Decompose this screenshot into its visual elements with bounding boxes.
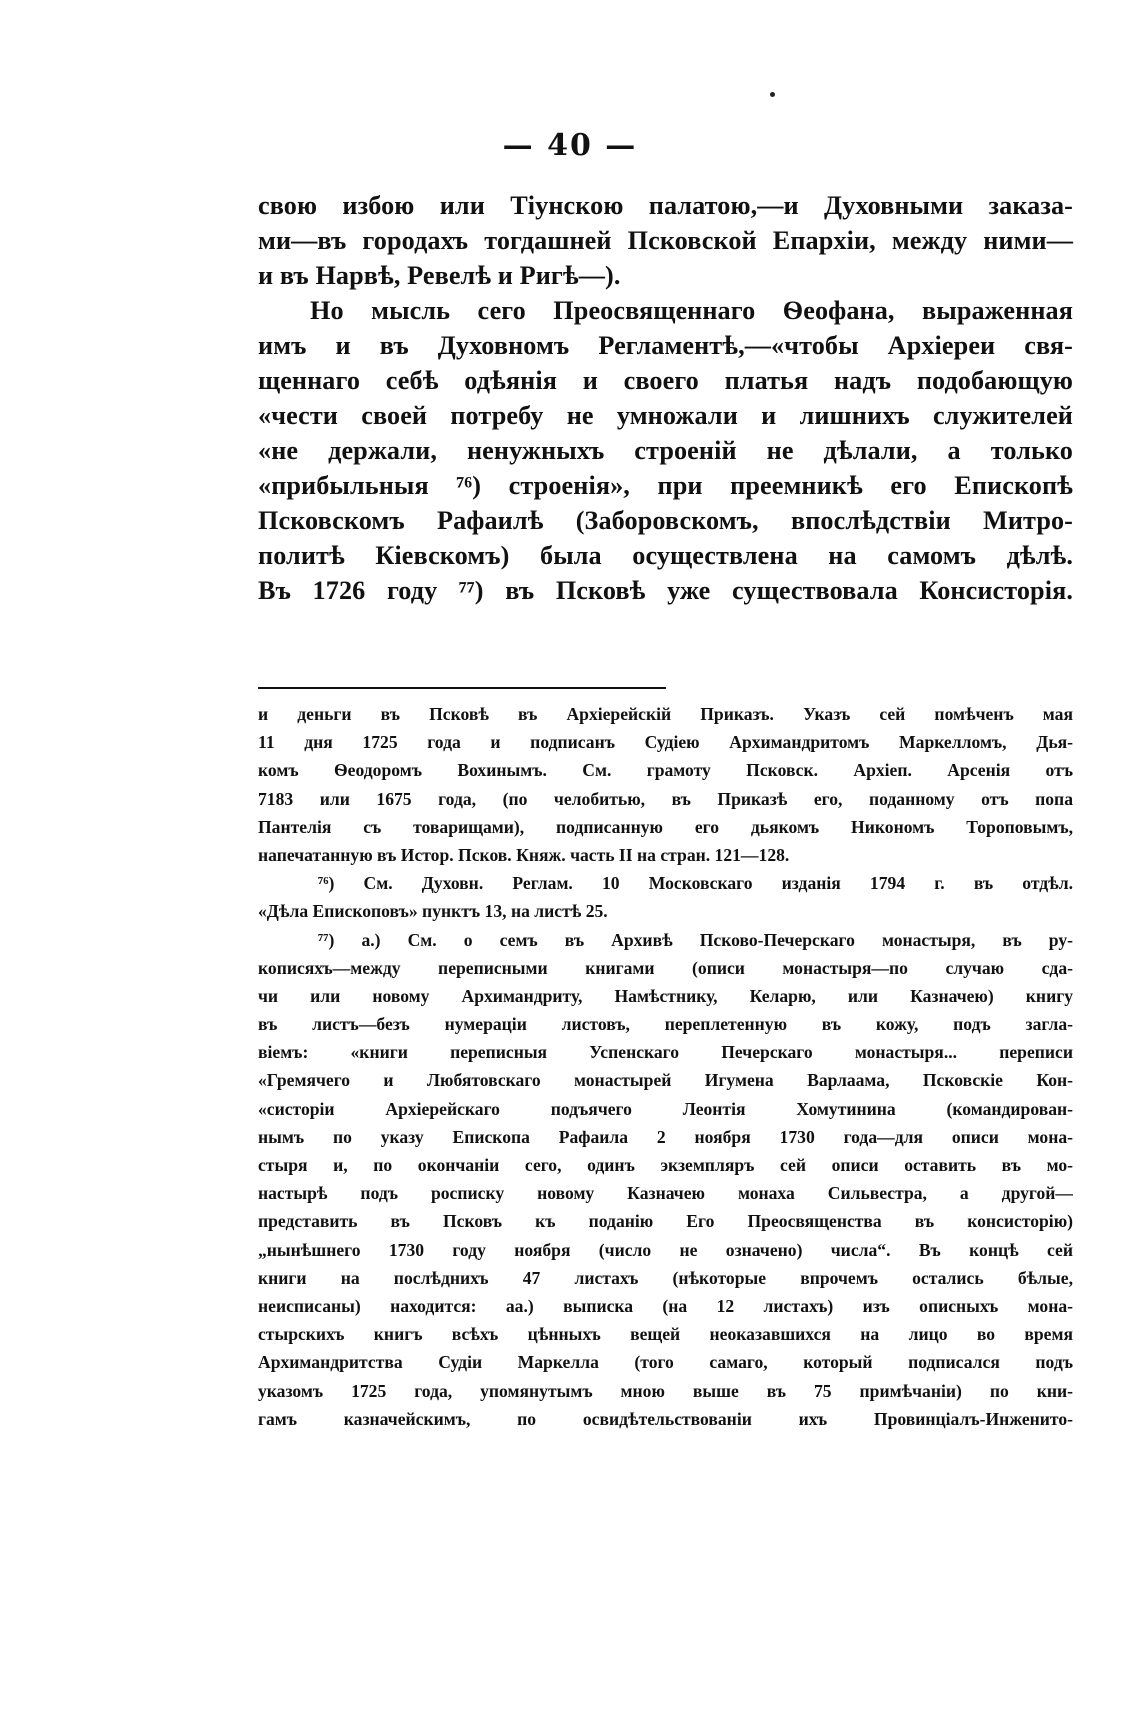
main-line: политѣ Кіевскомъ) была осуществлена на самомъ дѣлѣ. xyxy=(258,541,1073,570)
footnote-line: указомъ 1725 года, упомянутымъ мною выше въ 75 примѣчаніи) по кни- xyxy=(258,1380,1073,1401)
main-text xyxy=(258,188,1073,608)
main-line: «не держали, ненужныхъ строеній не дѣлали, а только xyxy=(258,436,1073,465)
footnote-line: книги на послѣднихъ 47 листахъ (нѣкоторые впрочемъ остались бѣлые, xyxy=(258,1267,1073,1288)
footnote-line: гамъ казначейскимъ, по освидѣтельствованіи ихъ Провинціалъ-Инженито- xyxy=(258,1408,1073,1429)
main-line: и въ Нарвѣ, Ревелѣ и Ригѣ—). xyxy=(258,261,621,290)
footnote-line: Пантелія съ товарищами), подписанную его дьякомъ Никономъ Тороповымъ, xyxy=(258,816,1073,837)
footnote-line: 11 дня 1725 года и подписанъ Судіею Архимандритомъ Маркелломъ, Дья- xyxy=(258,732,1073,753)
footnote-line: настырѣ подъ росписку новому Казначею монаха Сильвестра, а другой— xyxy=(258,1183,1073,1204)
footnote-line: нымъ по указу Епископа Рафаила 2 ноября 1730 года—для описи мона- xyxy=(258,1126,1073,1147)
footnote-line: стырскихъ книгъ всѣхъ цѣнныхъ вещей неоказавшихся на лицо во время xyxy=(258,1324,1073,1345)
footnote-line: «Гремячего и Любятовскаго монастырей Игумена Варлаама, Псковскіе Кон- xyxy=(258,1070,1073,1091)
main-line: ми—въ городахъ тогдашней Псковской Епархіи, между ними— xyxy=(258,226,1073,255)
footnote-line: представить въ Псковъ къ поданію Его Преосвященства въ консисторію) xyxy=(258,1211,1073,1232)
main-line: Въ 1726 году ⁷⁷) въ Псковѣ уже существовала Консисторія. xyxy=(258,576,1073,605)
footnotes xyxy=(258,700,1073,1433)
footnote-line: кописяхъ—между переписными книгами (описи монастыря—по случаю сда- xyxy=(258,957,1073,978)
main-line: имъ и въ Духовномъ Регламентѣ,—«чтобы Архіереи свя- xyxy=(258,331,1073,360)
main-line: свою избою или Тіунскою палатою,—и Духовными заказа- xyxy=(258,191,1073,220)
footnote-76: ⁷⁶) См. Духовн. Реглам. 10 Московскаго изданія 1794 г. въ отдѣл. xyxy=(318,873,1073,894)
main-line: «чести своей потребу не умножали и лишнихъ служителей xyxy=(258,401,1073,430)
footnote-line: Архимандритства Судіи Маркелла (того самаго, который подписался подъ xyxy=(258,1352,1073,1373)
footnote-line: стыря и, по окончаніи сего, одинъ экземпляръ сей описи оставить въ мо- xyxy=(258,1155,1073,1175)
main-line: «прибыльныя ⁷⁶) строенія», при преемникѣ его Епископѣ xyxy=(258,471,1073,500)
footnote-line: «систоріи Архіерейскаго подъячего Леонтія Хомутинина (командирован- xyxy=(258,1098,1073,1119)
footnote-77: ⁷⁷) а.) См. о семъ въ Архивѣ Псково-Печерскаго монастыря, въ ру- xyxy=(318,929,1073,950)
footnote-line: «Дѣла Епископовъ» пунктъ 13, на листѣ 25. xyxy=(258,901,608,922)
footnote-line: 7183 или 1675 года, (по челобитью, въ Приказѣ его, поданному отъ попа xyxy=(258,788,1073,809)
footnote-line: неисписаны) находится: аа.) выписка (на 12 листахъ) изъ описныхъ мона- xyxy=(258,1295,1073,1316)
page-number: — 40 — xyxy=(502,128,638,163)
footnote-line: чи или новому Архимандриту, Намѣстнику, Келарю, или Казначею) книгу xyxy=(258,985,1073,1006)
main-line: Но мысль сего Преосвященнаго Ѳеофана, выраженная xyxy=(310,296,1073,325)
main-line: Псковскомъ Рафаилѣ (Заборовскомъ, впослѣдствіи Митро- xyxy=(258,506,1073,535)
footnote-line: комъ Ѳеодоромъ Вохинымъ. См. грамоту Псковск. Архіеп. Арсенія отъ xyxy=(258,760,1073,781)
footnote-line: віемъ: «книги переписныя Успенскаго Печерскаго монастыря... переписи xyxy=(258,1042,1073,1063)
footnote-separator xyxy=(258,687,666,689)
footnote-line: въ листъ—безъ нумераціи листовъ, переплетенную въ кожу, подъ загла- xyxy=(258,1014,1073,1035)
footnote-line: „нынѣшнего 1730 году ноября (число не означено) числа“. Въ концѣ сей xyxy=(258,1239,1073,1260)
footnote-line: напечатанную въ Истор. Псков. Княж. часть II на стран. 121—128. xyxy=(258,844,790,865)
main-line: щеннаго себѣ одѣянія и своего платья надъ подобающую xyxy=(258,366,1073,395)
footnote-line: и деньги въ Псковѣ въ Архіерейскій Приказъ. Указъ сей помѣченъ мая xyxy=(258,704,1073,724)
ink-speck xyxy=(770,92,775,97)
